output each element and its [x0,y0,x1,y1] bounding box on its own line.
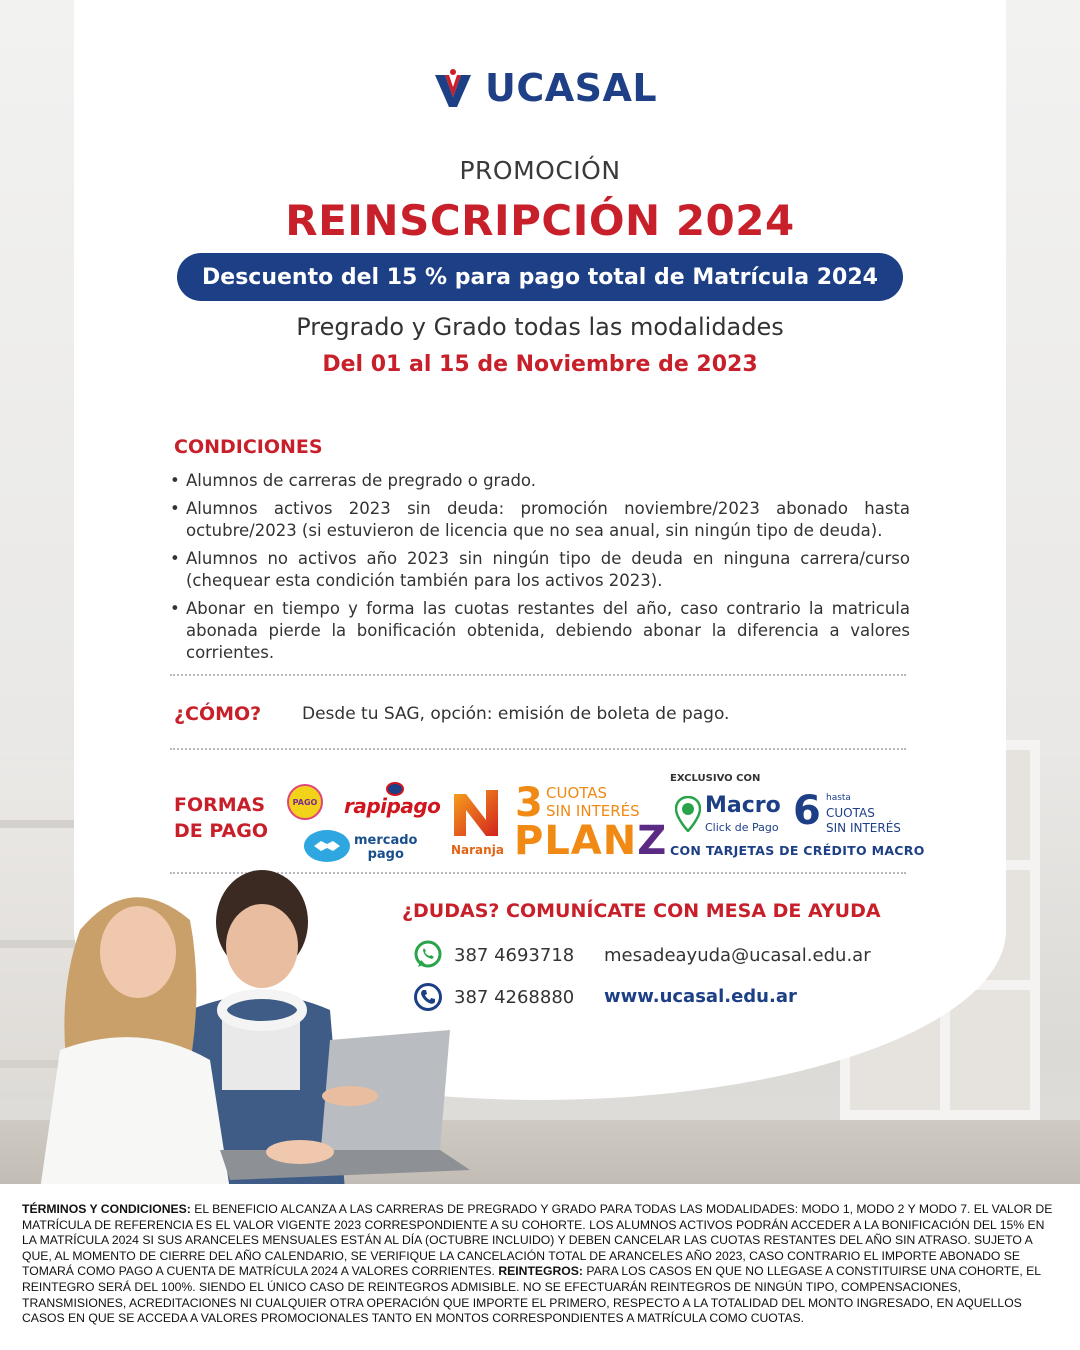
discount-text: Descuento del 15 % para pago total de Matrícula 2024 [202,264,878,290]
terms-text: EL BENEFICIO ALCANZA A LAS CARRERAS DE PREGRADO Y GRADO PARA TODAS LAS MODALIDADES: MODO 1, MODO 2 Y MODO 7. EL VALOR DE MATRÍCULA DE REFERENCIA ES EL VALOR VIGENTE 2023 CORRESPONDIENTE A SU COHORTE. LOS ALUMNOS ACTIVOS PODRÁN ACCEDER A LA BONIFICACIÓN DEL 15% EN LA MATRÍCULA 2024 SI SUS ARANCELES MENSUALES ESTÁN AL DÍA (OCTUBRE INCLUIDO) Y DEBEN CANCELAR LAS CUOTAS RESTANTES DEL AÑO SIN ATRASO. SUJETO A QUE, AL MOMENTO DE CIERRE DEL AÑO CALENDARIO, SE VERIFIQUE LA CANCELACIÓN TOTAL DE ARANCELES AÑO 2023, CASO CONTRARIO EL IMPORTE ABONADO SE TOMARÁ COMO PAGO A CUENTA DE MATRÍCULA 2024 A VALORES CORRIENTES. [22,1202,1053,1279]
ucasal-logo [435,66,657,110]
pagofacil-text: PAGO [292,797,318,807]
contact-title: ¿DUDAS? COMUNÍCATE CON MESA DE AYUDA [402,900,881,922]
planz-plan: PLAN [514,818,638,864]
exclusivo-label: EXCLUSIVO CON [670,773,761,784]
naranja-cuotas-text [546,784,640,820]
payment-label [174,792,284,844]
mercadopago-logo [354,834,418,862]
payment-label-line: DE PAGO [174,820,268,842]
conditions-title: CONDICIONES [174,436,323,458]
how-text: Desde tu SAG, opción: emisión de boleta de pago. [302,704,730,724]
condition-item: • Alumnos de carreras de pregrado o grado. [168,470,910,492]
terms-label: TÉRMINOS Y CONDICIONES: [22,1202,191,1216]
planz-logo [514,818,667,864]
condition-item: • Alumnos activos 2023 sin deuda: promoción noviembre/2023 abonado hasta octubre/2023 (si estuvieron de licencia que no sea anual, sin ningún tipo de deuda). [168,498,910,542]
rapipago-logo: rapipago [344,794,441,818]
naranja-name: Naranja [451,843,504,857]
promo-label: PROMOCIÓN [459,156,621,185]
promo-title: REINSCRIPCIÓN 2024 [285,196,795,245]
terms-and-conditions [0,1184,1080,1350]
macro-cards-note: CON TARJETAS DE CRÉDITO MACRO [670,843,925,858]
naranja-n-icon [450,788,502,838]
phone-icon [413,982,443,1012]
cuotas-line: CUOTAS [546,784,608,802]
divider [170,748,906,750]
condition-item: • Alumnos no activos año 2023 sin ningún tipo de deuda en ninguna carrera/curso (chequear esta condición también para los activos 2023). [168,548,910,592]
planz-z: Z [637,818,668,864]
phone-number[interactable]: 387 4268880 [454,987,575,1008]
mercadopago-line: pago [367,847,404,862]
mercadopago-handshake-icon [304,830,350,862]
brand-name: UCASAL [485,66,658,110]
cuotas-line: SIN INTERÉS [546,802,640,820]
refunds-text: PARA LOS CASOS EN QUE NO LLEGASE A CONSTITUIRSE UNA COHORTE, EL REINTEGRO SERÁ DEL 100%. SIENDO EL ÚNICO CASO DE REINTEGROS ADMISIBLE. NO SE EFECTUARÁN REINTEGROS DE NINGÚN TIPO, COMPENSACIONES, TRANSMISIONES, ACREDITACIONES NI CUALQUIER OTRA OPERACIÓN QUE IMPORTE EL PRIMERO, RESPECTO A LA TOTALIDAD DEL MONTO INGRESADO, EN AQUELLOS CASOS EN QUE SE ACCEDA A VALORES PROMOCIONALES TANTO EN MONTOS CORRESPONDIENTES A MATRÍCULA COMO CUOTAS. [22,1264,1041,1326]
how-label: ¿CÓMO? [174,703,262,725]
email-link[interactable]: mesadeayuda@ucasal.edu.ar [604,945,871,966]
cuotas-line: CUOTAS [826,806,875,820]
location-pin-icon [675,796,701,832]
divider [170,674,906,676]
pagofacil-logo [287,784,323,820]
macro-name: Macro [705,793,781,818]
whatsapp-icon [413,940,443,970]
promo-dates: Del 01 al 15 de Noviembre de 2023 [322,352,758,377]
refunds-label: REINTEGROS: [498,1264,583,1279]
macro-subtitle: Click de Pago [705,821,779,834]
handshake-icon [312,837,342,855]
mercadopago-line: mercado [354,833,418,848]
whatsapp-number[interactable]: 387 4693718 [454,945,575,966]
conditions-list [168,470,910,670]
discount-banner [177,253,903,301]
naranja-cuotas-number: 3 [515,780,543,826]
website-link[interactable]: www.ucasal.edu.ar [604,986,797,1007]
promo-subtitle: Pregrado y Grado todas las modalidades [296,313,784,341]
macro-cuotas-number: 6 [793,788,821,834]
condition-item: • Abonar en tiempo y forma las cuotas restantes del año, caso contrario la matricula abonada pierde la bonificación obtenida, debiendo abonar la diferencia a valores corrientes. [168,598,910,664]
macro-hasta: hasta [826,793,851,803]
ucasal-logo-icon [435,69,471,107]
macro-cuotas-text [826,806,901,836]
cuotas-line: SIN INTERÉS [826,821,901,835]
payment-label-line: FORMAS [174,794,266,816]
